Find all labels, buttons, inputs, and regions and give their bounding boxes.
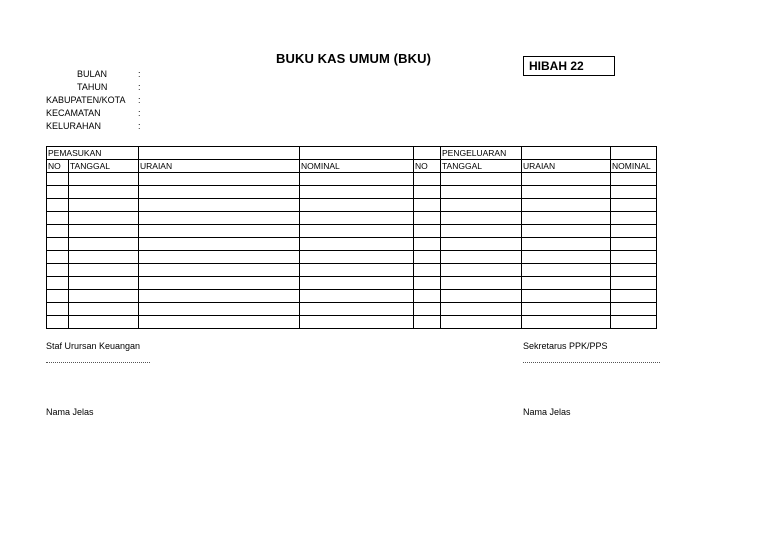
left-signatory-role: Staf Urursan Keuangan: [46, 341, 141, 351]
table-row: [47, 303, 657, 316]
table-cell: [139, 303, 300, 316]
meta-label-kelurahan: KELURAHAN: [46, 121, 102, 131]
table-cell: [441, 251, 522, 264]
table-cell: [611, 199, 657, 212]
column-header-uraian: URAIAN: [522, 160, 611, 173]
column-header-no: NO: [414, 160, 441, 173]
table-cell: [441, 212, 522, 225]
table-cell: [522, 264, 611, 277]
table-cell: [611, 264, 657, 277]
table-cell: [611, 290, 657, 303]
table-cell: [414, 173, 441, 186]
table-cell: [300, 303, 414, 316]
table-cell: [522, 238, 611, 251]
table-cell: [611, 186, 657, 199]
table-cell: [414, 264, 441, 277]
table-row: [47, 199, 657, 212]
column-header-no: NO: [47, 160, 69, 173]
table-cell: [139, 290, 300, 303]
table-cell: [522, 186, 611, 199]
table-cell: [69, 277, 139, 290]
income-section-label: PEMASUKAN: [47, 147, 139, 160]
column-header-tanggal: TANGGAL: [441, 160, 522, 173]
meta-label-kecamatan: KECAMATAN: [46, 108, 101, 118]
table-cell: [611, 212, 657, 225]
table-cell: [611, 316, 657, 329]
right-signature-line: [523, 362, 660, 363]
table-row: [47, 225, 657, 238]
bku-table: [46, 146, 657, 329]
table-cell: [300, 238, 414, 251]
table-cell: [414, 277, 441, 290]
column-header-nominal: NOMINAL: [611, 160, 657, 173]
table-cell: [522, 316, 611, 329]
table-cell: [441, 264, 522, 277]
column-header-tanggal: TANGGAL: [69, 160, 139, 173]
table-cell: [139, 186, 300, 199]
table-cell: [522, 303, 611, 316]
table-cell: [441, 238, 522, 251]
column-header-row: [47, 160, 657, 173]
meta-label-bulan: BULAN: [77, 69, 108, 79]
table-cell: [414, 251, 441, 264]
table-cell: [47, 212, 69, 225]
empty-cell: [522, 147, 611, 160]
table-row: [47, 277, 657, 290]
table-cell: [300, 251, 414, 264]
table-cell: [414, 225, 441, 238]
table-cell: [414, 199, 441, 212]
table-cell: [300, 264, 414, 277]
table-cell: [69, 199, 139, 212]
table-cell: [139, 238, 300, 251]
table-cell: [300, 290, 414, 303]
empty-cell: [611, 147, 657, 160]
section-header-row: [47, 147, 657, 160]
grant-code-label: HIBAH 22: [529, 59, 584, 73]
table-cell: [47, 264, 69, 277]
table-cell: [522, 225, 611, 238]
table-row: [47, 316, 657, 329]
table-cell: [139, 264, 300, 277]
table-cell: [69, 316, 139, 329]
table-cell: [139, 316, 300, 329]
table-cell: [47, 186, 69, 199]
table-cell: [611, 225, 657, 238]
table-cell: [300, 173, 414, 186]
table-row: [47, 290, 657, 303]
empty-cell: [300, 147, 414, 160]
table-cell: [522, 251, 611, 264]
expense-section-label: PENGELUARAN: [441, 147, 522, 160]
table-cell: [47, 277, 69, 290]
grant-code-box: [523, 56, 615, 76]
table-cell: [69, 290, 139, 303]
column-header-nominal: NOMINAL: [300, 160, 414, 173]
table-row: [47, 251, 657, 264]
table-cell: [300, 212, 414, 225]
table-cell: [414, 303, 441, 316]
table-cell: [47, 199, 69, 212]
table-cell: [139, 251, 300, 264]
meta-colon-kabupaten: :: [138, 95, 141, 105]
table-row: [47, 238, 657, 251]
table-cell: [139, 173, 300, 186]
table-cell: [414, 316, 441, 329]
table-cell: [441, 225, 522, 238]
table-cell: [300, 316, 414, 329]
table-cell: [522, 173, 611, 186]
table-cell: [69, 303, 139, 316]
right-signatory-name: Nama Jelas: [523, 407, 571, 417]
table-cell: [47, 251, 69, 264]
column-header-uraian: URAIAN: [139, 160, 300, 173]
meta-colon-tahun: :: [138, 82, 141, 92]
table-cell: [522, 277, 611, 290]
meta-colon-kecamatan: :: [138, 108, 141, 118]
meta-label-tahun: TAHUN: [77, 82, 108, 92]
table-cell: [47, 290, 69, 303]
table-cell: [69, 251, 139, 264]
table-row: [47, 186, 657, 199]
table-cell: [69, 225, 139, 238]
document-title: BUKU KAS UMUM (BKU): [276, 51, 431, 66]
table-cell: [522, 290, 611, 303]
table-row: [47, 173, 657, 186]
table-cell: [441, 277, 522, 290]
table-cell: [522, 199, 611, 212]
table-cell: [441, 316, 522, 329]
table-row: [47, 264, 657, 277]
table-cell: [139, 225, 300, 238]
empty-cell: [139, 147, 300, 160]
table-cell: [69, 173, 139, 186]
table-cell: [414, 238, 441, 251]
left-signatory-name: Nama Jelas: [46, 407, 94, 417]
table-cell: [611, 251, 657, 264]
table-cell: [69, 264, 139, 277]
table-cell: [69, 186, 139, 199]
table-cell: [441, 173, 522, 186]
table-cell: [414, 186, 441, 199]
table-cell: [611, 173, 657, 186]
table-cell: [441, 199, 522, 212]
table-cell: [300, 186, 414, 199]
table-row: [47, 212, 657, 225]
table-cell: [300, 225, 414, 238]
left-signature-line: [46, 362, 150, 363]
table-cell: [441, 290, 522, 303]
meta-colon-bulan: :: [138, 69, 141, 79]
empty-cell: [414, 147, 441, 160]
table-cell: [522, 212, 611, 225]
table-cell: [611, 238, 657, 251]
table-cell: [414, 212, 441, 225]
table-cell: [414, 290, 441, 303]
table-cell: [47, 225, 69, 238]
meta-colon-kelurahan: :: [138, 121, 141, 131]
table-cell: [47, 238, 69, 251]
table-cell: [69, 212, 139, 225]
table-cell: [69, 238, 139, 251]
table-cell: [441, 186, 522, 199]
right-signatory-role: Sekretarus PPK/PPS: [523, 341, 608, 351]
table-cell: [139, 199, 300, 212]
table-cell: [441, 303, 522, 316]
table-cell: [611, 303, 657, 316]
table-cell: [47, 316, 69, 329]
table-cell: [300, 199, 414, 212]
table-cell: [139, 212, 300, 225]
meta-label-kabupaten: KABUPATEN/KOTA: [46, 95, 126, 105]
table-cell: [139, 277, 300, 290]
table-cell: [611, 277, 657, 290]
table-cell: [47, 173, 69, 186]
table-cell: [47, 303, 69, 316]
table-cell: [300, 277, 414, 290]
